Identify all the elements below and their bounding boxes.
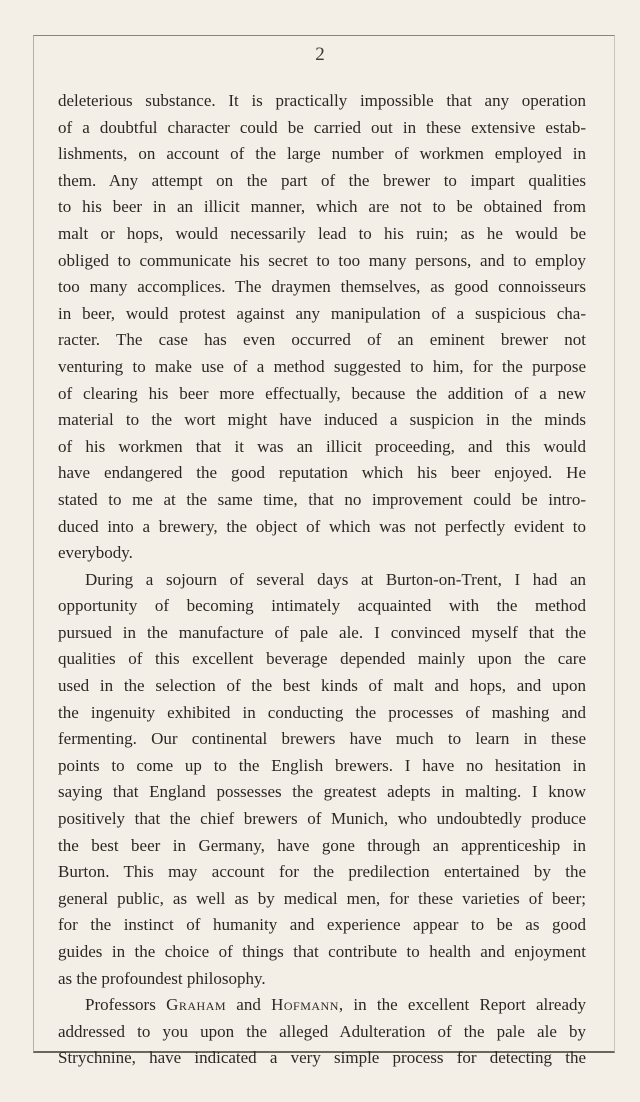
text-line: positively that the chief brewers of Munich, who undoubtedly produce — [58, 809, 586, 829]
text-line: them. Any attempt on the part of the brewer to impart qualities — [58, 170, 586, 190]
text-line: have endangered the good reputation which his beer enjoyed. He — [58, 463, 586, 483]
text-line: general public, as well as by medical men, for these varieties of beer; — [58, 888, 586, 908]
text-fragment: Professors — [85, 995, 167, 1015]
text-line: stated to me at the same time, that no improvement could be intro- — [58, 489, 586, 509]
text-line: everybody. — [58, 543, 133, 563]
text-line: of clearing his beer more effectually, because the addition of a new — [58, 383, 586, 403]
author-name-graham: Graham — [166, 995, 227, 1015]
text-fragment: and — [226, 995, 272, 1015]
text-line: to his beer in an illicit manner, which are not to be obtained from — [58, 197, 586, 217]
text-line: of his workmen that it was an illicit proceeding, and this would — [58, 436, 586, 456]
text-line: venturing to make use of a method suggested to him, for the purpose — [58, 356, 586, 376]
text-line: guides in the choice of things that contribute to health and enjoyment — [58, 942, 586, 961]
text-fragment: , in the excellent Report already — [338, 995, 586, 1015]
text-line: addressed to you upon the alleged Adulteration of the pale ale by — [58, 1021, 586, 1041]
text-line: Burton. This may account for the predilection entertained by the — [58, 862, 586, 882]
text-line: deleterious substance. It is practically impossible that any operation — [58, 91, 586, 110]
text-line: racter. The case has even occurred of an eminent brewer not — [58, 330, 586, 350]
text-line: the ingenuity exhibited in conducting the processes of mashing and — [58, 702, 586, 722]
page-number: 2 — [315, 44, 325, 65]
text-line — [58, 992, 586, 1019]
text-line: pursued in the manufacture of pale ale. I convinced myself that the — [58, 622, 586, 642]
text-line: qualities of this excellent beverage depended mainly upon the care — [58, 649, 586, 669]
text-line: too many accomplices. The draymen themselves, as good connoisseurs — [58, 277, 586, 297]
text-line: points to come up to the English brewers. I have no hesitation in — [58, 755, 586, 775]
text-line: saying that England possesses the greatest adepts in malting. I know — [58, 782, 586, 802]
text-line: fermenting. Our continental brewers have much to learn in these — [58, 729, 586, 749]
text-line: duced into a brewery, the object of which was not perfectly evident to — [58, 516, 586, 536]
text-line: of a doubtful character could be carried out in these extensive estab- — [58, 117, 586, 137]
text-line: During a sojourn of several days at Burton-on-Trent, I had an — [85, 569, 586, 589]
text-line: in beer, would protest against any manipulation of a suspicious cha- — [58, 303, 586, 323]
text-line: Strychnine, have indicated a very simple process for detecting the — [58, 1048, 586, 1068]
text-line: as the profoundest philosophy. — [58, 968, 266, 988]
body-text — [58, 88, 586, 1072]
text-line: lishments, on account of the large number of workmen employed in — [58, 144, 586, 164]
text-line: opportunity of becoming intimately acquainted with the method — [58, 596, 586, 616]
text-line: for the instinct of humanity and experience appear to be as good — [58, 915, 586, 935]
text-line: malt or hops, would necessarily lead to his ruin; as he would be — [58, 223, 586, 243]
text-line: the best beer in Germany, have gone through an apprenticeship in — [58, 835, 586, 855]
author-name-hofmann: Hofmann — [271, 995, 339, 1015]
text-line: used in the selection of the best kinds of malt and hops, and upon — [58, 676, 586, 696]
text-line: obliged to communicate his secret to too many persons, and to employ — [58, 250, 586, 270]
text-line: material to the wort might have induced a suspicion in the minds — [58, 410, 586, 430]
